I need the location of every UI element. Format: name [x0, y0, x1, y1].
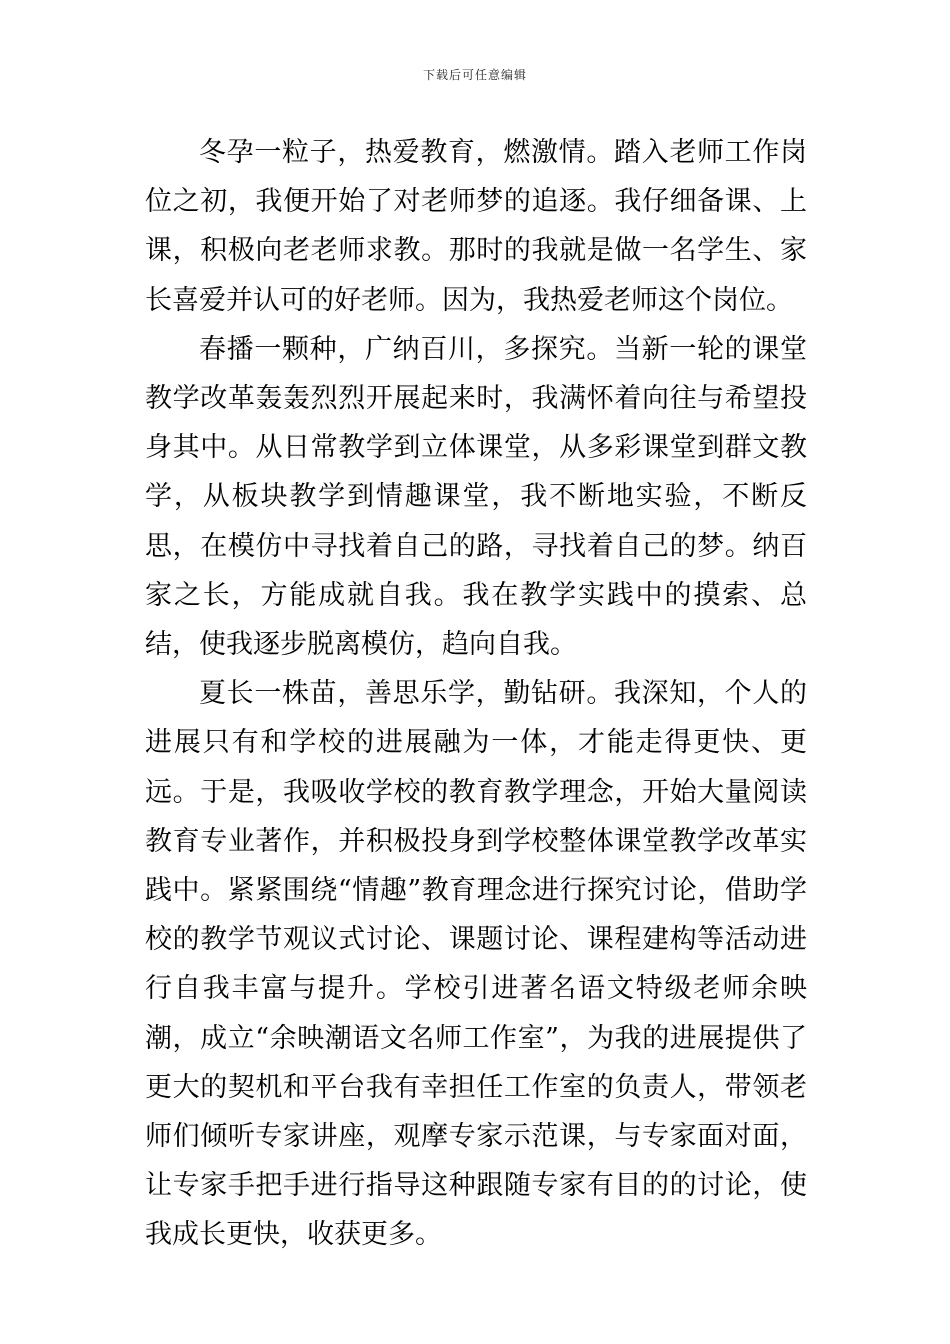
paragraph-winter: 冬孕一粒子，热爱教育，燃激情。踏入老师工作岗位之初，我便开始了对老师梦的追逐。我仔细备课、上课，积极向老老师求教。那时的我就是做一名学生、家长喜爱并认可的好老师。因为，我热爱老师这个岗位。: [145, 137, 807, 316]
paragraph-spring: 春播一颗种，广纳百川，多探究。当新一轮的课堂教学改革轰轰烈烈开展起来时，我满怀着向往与希望投身其中。从日常教学到立体课堂，从多彩课堂到群文教学，从板块教学到情趣课堂，我不断地实验，不断反思，在模仿中寻找着自己的路，寻找着自己的梦。纳百家之长，方能成就自我。我在教学实践中的摸索、总结，使我逐步脱离模仿，趋向自我。: [145, 333, 807, 661]
paragraph-summer: 夏长一株苗，善思乐学，勤钻研。我深知，个人的进展只有和学校的进展融为一体，才能走得更快、更远。于是，我吸收学校的教育教学理念，开始大量阅读教育专业著作，并积极投身到学校整体课堂教学改革实践中。紧紧围绕“情趣”教育理念进行探究讨论，借助学校的教学节观议式讨论、课题讨论、课程建构等活动进行自我丰富与提升。学校引进著名语文特级老师余映潮，成立“余映潮语文名师工作室”，为我的进展提供了更大的契机和平台我有幸担任工作室的负责人，带领老师们倾听专家讲座，观摩专家示范课，与专家面对面，让专家手把手进行指导这种跟随专家有目的的讨论，使我成长更快，收获更多。: [145, 678, 807, 1251]
page-header-note: 下载后可任意编辑: [422, 68, 527, 82]
document-body: [145, 128, 807, 1260]
